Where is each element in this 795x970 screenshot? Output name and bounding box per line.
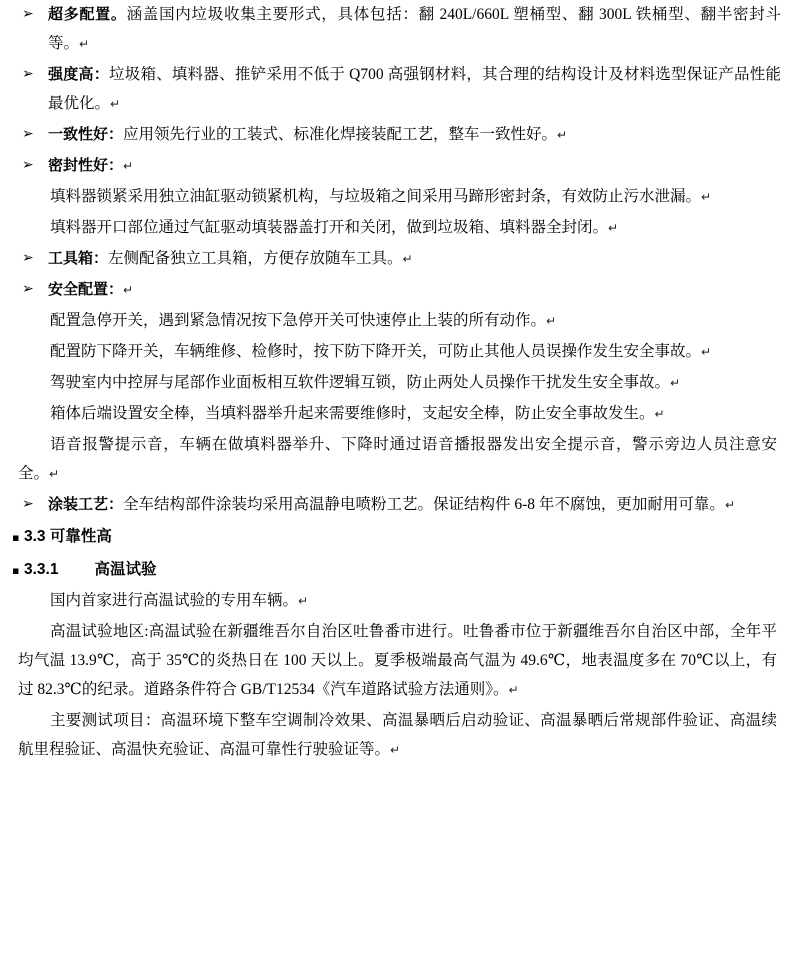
arrow-bullet-icon: ➢: [22, 496, 34, 512]
paragraph-text: 箱体后端设置安全棒，当填料器举升起来需要维修时，支起安全棒，防止安全事故发生。: [50, 405, 655, 422]
paragraph: [10, 706, 781, 765]
list-item-text: 全车结构部件涂装均采用高温静电喷粉工艺。保证结构件 6-8 年不腐蚀，更加耐用可靠。: [123, 496, 725, 513]
list-item: [10, 60, 781, 119]
list-item-lead: 超多配置。: [48, 6, 127, 23]
paragraph-text: 驾驶室内中控屏与尾部作业面板相互软件逻辑互锁，防止两处人员操作干扰发生安全事故。: [50, 374, 671, 391]
list-item-text: 左侧配备独立工具箱，方便存放随车工具。: [108, 250, 403, 267]
arrow-bullet-icon: ➢: [22, 126, 34, 142]
paragraph-mark-icon: ↵: [608, 221, 619, 235]
paragraph: [10, 617, 781, 705]
arrow-bullet-icon: ➢: [22, 281, 34, 297]
paragraph: [10, 586, 781, 616]
list-item-text: 应用领先行业的工装式、标准化焊接装配工艺，整车一致性好。: [123, 126, 558, 143]
paragraph-mark-icon: ↵: [670, 376, 681, 390]
paragraph-text: 国内首家进行高温试验的专用车辆。: [50, 592, 299, 609]
paragraph-mark-icon: ↵: [298, 594, 309, 608]
paragraph: [10, 306, 781, 336]
paragraph-mark-icon: ↵: [701, 190, 712, 204]
list-item-text: 涵盖国内垃圾收集主要形式，具体包括：翻 240L/660L 塑桶型、翻 300L 铁桶型、翻半密封斗等。: [48, 6, 781, 52]
list-item-text: 垃圾箱、填料器、推铲采用不低于 Q700 高强钢材料，其合理的结构设计及材料选型保证产品性能最优化。: [48, 66, 781, 112]
list-item-body: [48, 490, 781, 520]
paragraph-text: 主要测试项目：高温环境下整车空调制冷效果、高温暴晒后启动验证、高温暴晒后常规部件验证、高温续航里程验证、高温快充验证、高温可靠性行驶验证等。: [18, 712, 777, 758]
list-item: [10, 275, 781, 305]
paragraph-mark-icon: ↵: [508, 683, 519, 697]
paragraph: [10, 430, 781, 489]
list-item-lead: 密封性好：: [48, 157, 124, 174]
paragraph-text: 填料器锁紧采用独立油缸驱动锁紧机构，与垃圾箱之间采用马蹄形密封条，有效防止污水泄漏。: [50, 188, 702, 205]
paragraph-mark-icon: ↵: [654, 407, 665, 421]
paragraph-mark-icon: ↵: [123, 283, 134, 297]
list-item: [10, 490, 781, 520]
paragraph: [10, 182, 781, 212]
heading-text: 3.3 可靠性高: [24, 528, 112, 545]
list-item-body: [48, 275, 781, 305]
heading-3-3-1: [10, 555, 781, 586]
square-bullet-icon: ▪: [12, 564, 20, 577]
paragraph-text: 配置急停开关，遇到紧急情况按下急停开关可快速停止上装的所有动作。: [50, 312, 547, 329]
list-item-body: [48, 244, 781, 274]
list-item: [10, 0, 781, 59]
list-item-body: [48, 0, 781, 59]
heading-text: 高温试验: [94, 561, 157, 578]
paragraph-mark-icon: ↵: [546, 314, 557, 328]
paragraph-text: 语音报警提示音，车辆在做填料器举升、下降时通过语音播报器发出安全提示音，警示旁边人员注意安全。: [18, 436, 777, 482]
paragraph-mark-icon: ↵: [110, 97, 121, 111]
paragraph: [10, 399, 781, 429]
paragraph-mark-icon: ↵: [724, 498, 735, 512]
list-item: [10, 120, 781, 150]
heading-number: 3.3.1: [24, 561, 59, 578]
list-item-lead: 工具箱：: [48, 250, 109, 267]
paragraph-mark-icon: ↵: [557, 128, 568, 142]
list-item: [10, 151, 781, 181]
heading-3-3: [10, 522, 781, 553]
paragraph-mark-icon: ↵: [123, 159, 134, 173]
paragraph-mark-icon: ↵: [402, 252, 413, 266]
list-item: [10, 244, 781, 274]
paragraph-mark-icon: ↵: [49, 467, 60, 481]
arrow-bullet-icon: ➢: [22, 157, 34, 173]
paragraph-mark-icon: ↵: [79, 37, 90, 51]
list-item-lead: 涂装工艺：: [48, 496, 124, 513]
list-item-body: [48, 151, 781, 181]
paragraph-text: 配置防下降开关，车辆维修、检修时，按下防下降开关，可防止其他人员误操作发生安全事故。: [50, 343, 702, 360]
paragraph: [10, 213, 781, 243]
list-item-body: [48, 120, 781, 150]
paragraph-text: 高温试验地区:高温试验在新疆维吾尔自治区吐鲁番市进行。吐鲁番市位于新疆维吾尔自治区中部，全年平均气温 13.9℃，高于 35℃的炎热日在 100 天以上。夏季极端最高气温为 49.6℃，地表温度多在 70℃以上，有过 82.3℃的纪录。道路条件符合 GB/T12534《汽车道路试验方法通则》。: [18, 623, 777, 698]
list-item-lead: 安全配置：: [48, 281, 124, 298]
arrow-bullet-icon: ➢: [22, 6, 34, 22]
paragraph-mark-icon: ↵: [390, 743, 401, 757]
list-item-lead: 一致性好：: [48, 126, 124, 143]
paragraph: [10, 368, 781, 398]
square-bullet-icon: ▪: [12, 531, 20, 544]
paragraph-mark-icon: ↵: [701, 345, 712, 359]
list-item-body: [48, 60, 781, 119]
arrow-bullet-icon: ➢: [22, 250, 34, 266]
paragraph: [10, 337, 781, 367]
arrow-bullet-icon: ➢: [22, 66, 34, 82]
paragraph-text: 填料器开口部位通过气缸驱动填装器盖打开和关闭，做到垃圾箱、填料器全封闭。: [50, 219, 609, 236]
list-item-lead: 强度高：: [48, 66, 109, 83]
